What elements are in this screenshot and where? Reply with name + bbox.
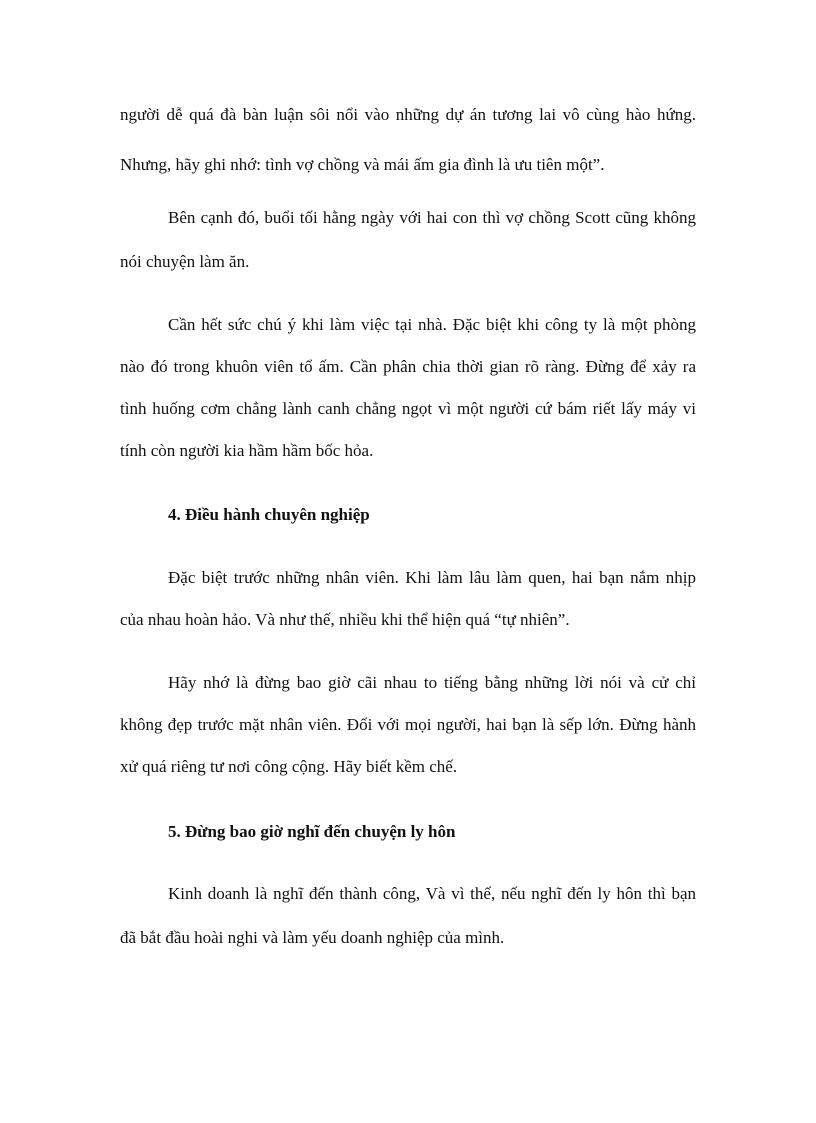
paragraph-4-line-2: của nhau hoàn hảo. Và như thế, nhiều khi thể hiện quá “tự nhiên”.: [120, 610, 570, 629]
paragraph-1-line-2: Nhưng, hãy ghi nhớ: tình vợ chồng và mái ấm gia đình là ưu tiên một”.: [120, 155, 605, 174]
paragraph-3-line-4: tính còn người kia hầm hầm bốc hỏa.: [120, 441, 374, 460]
paragraph-3-line-3: tình huống cơm chẳng lành canh chẳng ngọt vì một người cứ bám riết lấy máy vi: [120, 399, 696, 418]
paragraph-2-line-1: Bên cạnh đó, buổi tối hằng ngày với hai con thì vợ chồng Scott cũng không: [168, 208, 696, 227]
paragraph-1-line-1: người dễ quá đà bàn luận sôi nổi vào những dự án tương lai vô cùng hào hứng.: [120, 105, 696, 124]
paragraph-4-line-1: Đặc biệt trước những nhân viên. Khi làm lâu làm quen, hai bạn nắm nhịp: [168, 568, 696, 587]
paragraph-2-line-2: nói chuyện làm ăn.: [120, 252, 250, 271]
paragraph-6-line-1: Kinh doanh là nghĩ đến thành công, Và vì thế, nếu nghĩ đến ly hôn thì bạn: [168, 884, 696, 903]
paragraph-5-line-3: xử quá riêng tư nơi công cộng. Hãy biết kềm chế.: [120, 757, 458, 776]
paragraph-3-line-1: Cần hết sức chú ý khi làm việc tại nhà. Đặc biệt khi công ty là một phòng: [168, 315, 696, 334]
paragraph-6-line-2: đã bắt đầu hoài nghi và làm yếu doanh nghiệp của mình.: [120, 928, 505, 947]
section-heading-4: 4. Điều hành chuyên nghiệp: [168, 505, 370, 524]
paragraph-5-line-2: không đẹp trước mặt nhân viên. Đối với mọi người, hai bạn là sếp lớn. Đừng hành: [120, 715, 696, 734]
paragraph-3-line-2: nào đó trong khuôn viên tổ ấm. Cần phân chia thời gian rõ ràng. Đừng để xảy ra: [120, 357, 696, 376]
paragraph-5-line-1: Hãy nhớ là đừng bao giờ cãi nhau to tiếng bằng những lời nói và cử chỉ: [168, 673, 696, 692]
section-heading-5: 5. Đừng bao giờ nghĩ đến chuyện ly hôn: [168, 822, 456, 841]
